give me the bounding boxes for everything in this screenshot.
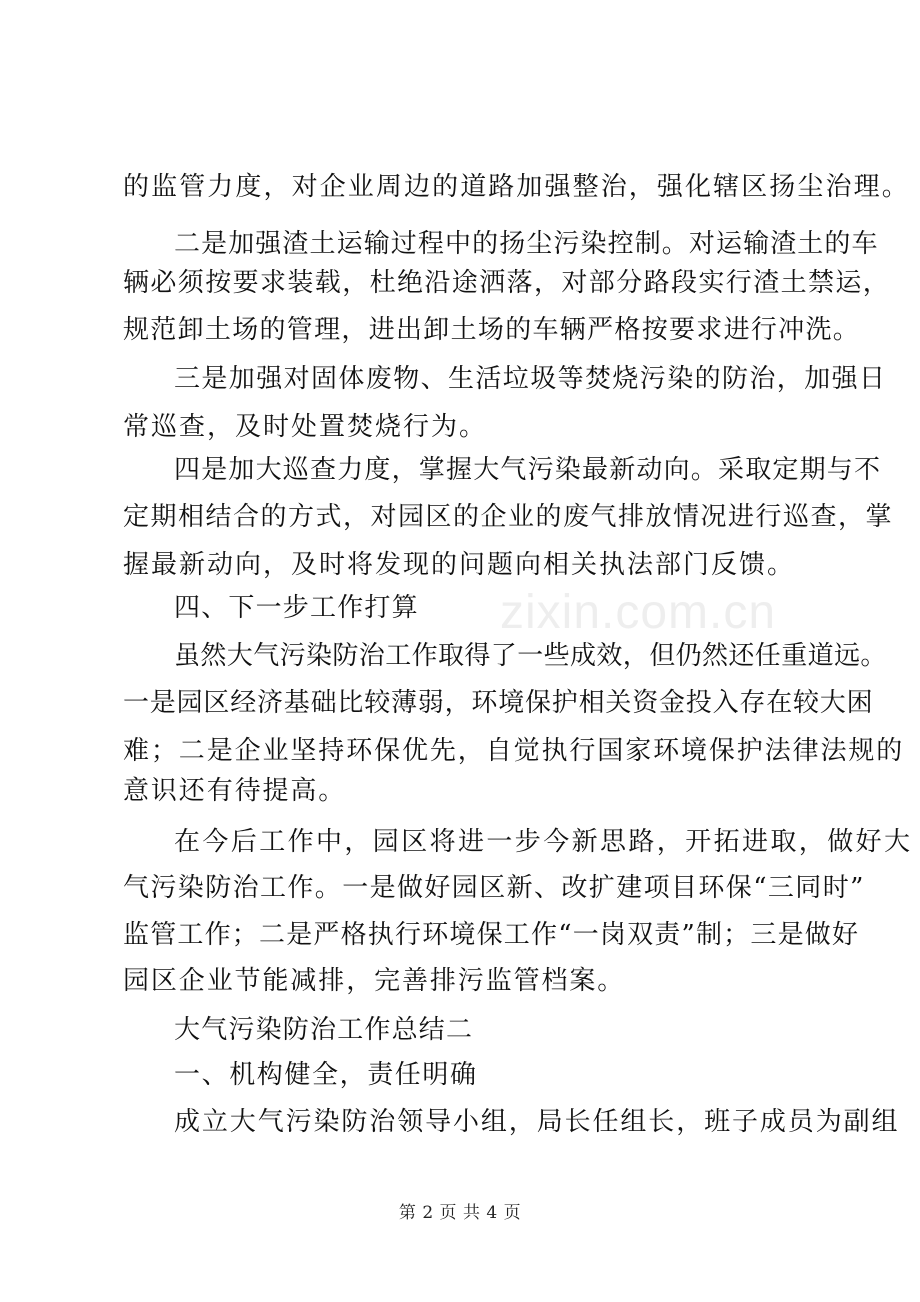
paragraph-line: 虽然大气污染防治工作取得了一些成效，但仍然还任重道远。 — [174, 641, 887, 671]
document-title: 大气污染防治工作总结二 — [174, 1015, 474, 1045]
paragraph-line: 的监管力度，对企业周边的道路加强整治，强化辖区扬尘治理。 — [123, 172, 910, 202]
paragraph-line: 二是加强渣土运输过程中的扬尘污染控制。对运输渣土的车 — [174, 229, 879, 259]
paragraph-line: 意识还有待提高。 — [123, 776, 347, 806]
paragraph-line: 握最新动向，及时将发现的问题向相关执法部门反馈。 — [123, 550, 796, 580]
paragraph-line: 监管工作；二是严格执行环境保工作“一岗双责”制；三是做好 — [123, 920, 860, 950]
paragraph-line: 常巡查，及时处置焚烧行为。 — [123, 412, 488, 442]
paragraph-line: 四是加大巡查力度，掌握大气污染最新动向。采取定期与不 — [174, 455, 882, 485]
watermark: zixin.com.cn — [500, 586, 777, 639]
paragraph-line: 难；二是企业坚持环保优先，自觉执行国家环境保护法律法规的 — [123, 736, 905, 766]
paragraph-line: 一是园区经济基础比较薄弱，环境保护相关资金投入存在较大困 — [123, 688, 874, 718]
paragraph-line: 规范卸土场的管理，进出卸土场的车辆严格按要求进行冲洗。 — [123, 315, 861, 345]
paragraph-line: 成立大气污染防治领导小组，局长任组长，班子成员为副组 — [174, 1107, 900, 1137]
section-heading: 一、机构健全，责任明确 — [174, 1060, 478, 1090]
paragraph-line: 气污染防治工作。一是做好园区新、改扩建项目环保“三同时” — [123, 873, 865, 903]
paragraph-line: 园区企业节能减排，完善排污监管档案。 — [123, 966, 626, 996]
paragraph-line: 辆必须按要求装载，杜绝沿途洒落，对部分路段实行渣土禁运， — [123, 268, 891, 298]
paragraph-line: 定期相结合的方式，对园区的企业的废气排放情况进行巡查，掌 — [123, 502, 894, 532]
paragraph-line: 三是加强对固体废物、生活垃圾等焚烧污染的防治，加强日 — [174, 364, 887, 394]
paragraph-line: 在今后工作中，园区将进一步今新思路，开拓进取，做好大 — [174, 827, 913, 857]
section-heading: 四、下一步工作打算 — [174, 593, 419, 623]
page-footer: 第 2 页 共 4 页 — [398, 1203, 522, 1223]
